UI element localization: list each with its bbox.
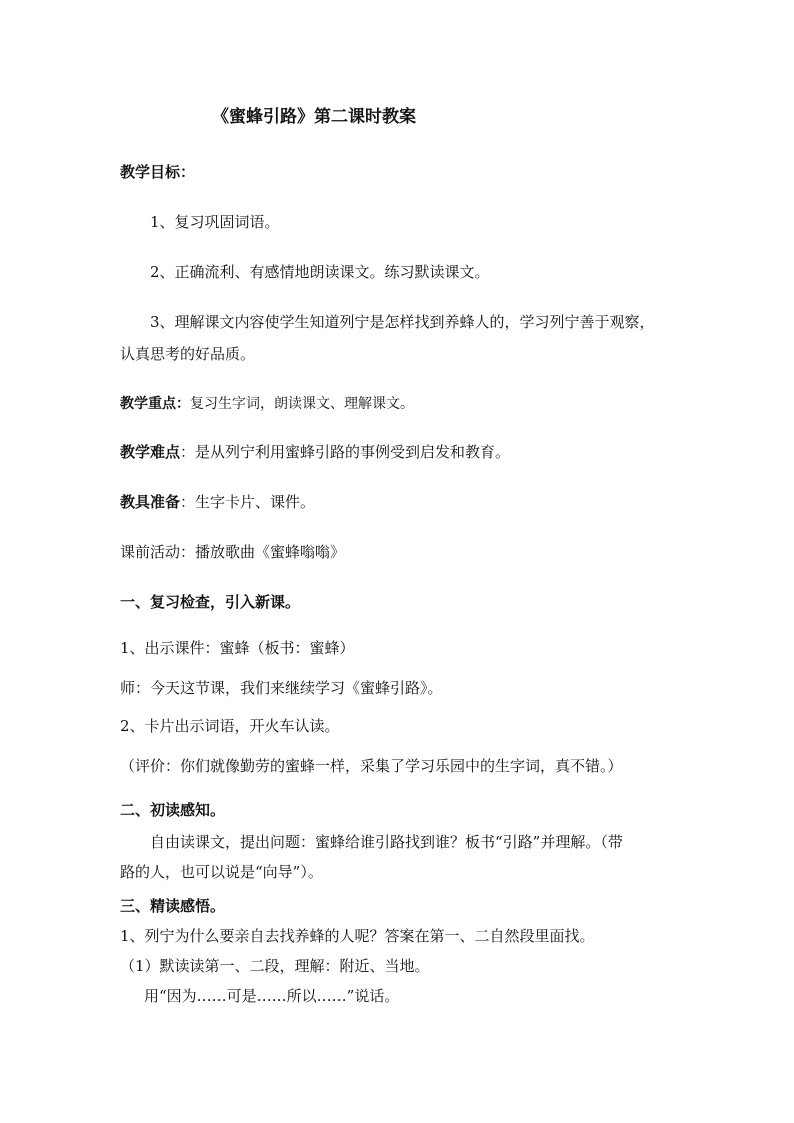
key-points-text: 复习生字词，朗读课文、理解课文。 bbox=[190, 396, 414, 412]
section3-line: （1）默读读第一、二段，理解：附近、当地。 bbox=[120, 957, 430, 975]
materials-label: 教具准备 bbox=[120, 493, 181, 511]
section2-line: 自由读课文，提出问题：蜜蜂给谁引路找到谁？板书“引路”并理解。（带 bbox=[150, 833, 623, 851]
section2-heading: 二、初读感知。 bbox=[120, 801, 226, 819]
objectives-heading: 教学目标： bbox=[120, 163, 196, 181]
objective-line: 3、理解课文内容使学生知道列宁是怎样找到养蜂人的，学习列宁善于观察， bbox=[150, 313, 655, 331]
section3-heading: 三、精读感悟。 bbox=[120, 897, 226, 915]
objective-line: 1、复习巩固词语。 bbox=[150, 213, 280, 231]
document-title: 《蜜蜂引路》第二课时教案 bbox=[212, 107, 416, 127]
difficulties-label: 教学难点 bbox=[120, 443, 181, 461]
section2-line: 路的人，也可以说是“向导”）。 bbox=[120, 863, 323, 881]
section1-heading: 一、复习检查，引入新课。 bbox=[120, 593, 301, 611]
objective-line: 认真思考的好品质。 bbox=[120, 345, 256, 363]
section1-line: （评价：你们就像勤劳的蜜蜂一样，采集了学习乐园中的生字词，真不错。） bbox=[120, 757, 623, 775]
section3-line: 1、列宁为什么要亲自去找养蜂的人呢？答案在第一、二自然段里面找。 bbox=[120, 927, 595, 945]
materials-line bbox=[120, 492, 315, 512]
section1-line: 2、卡片出示词语，开火车认读。 bbox=[120, 717, 340, 735]
section3-line: 用“因为……可是……所以……”说话。 bbox=[144, 987, 400, 1005]
materials-text: ：生字卡片、课件。 bbox=[180, 493, 316, 511]
difficulties-line bbox=[120, 442, 510, 462]
section1-line: 师：今天这节课，我们来继续学习《蜜蜂引路》。 bbox=[120, 679, 443, 697]
pre-activity-line: 课前活动：播放歌曲《蜜蜂嗡嗡》 bbox=[120, 543, 346, 561]
key-points-line bbox=[120, 394, 414, 414]
key-points-label: 教学重点： bbox=[120, 396, 190, 412]
difficulties-text: ：是从列宁利用蜜蜂引路的事例受到启发和教育。 bbox=[180, 443, 511, 461]
section1-line: 1、出示课件：蜜蜂（板书：蜜蜂） bbox=[120, 639, 355, 657]
objective-line: 2、正确流利、有感情地朗读课文。练习默读课文。 bbox=[150, 263, 490, 281]
